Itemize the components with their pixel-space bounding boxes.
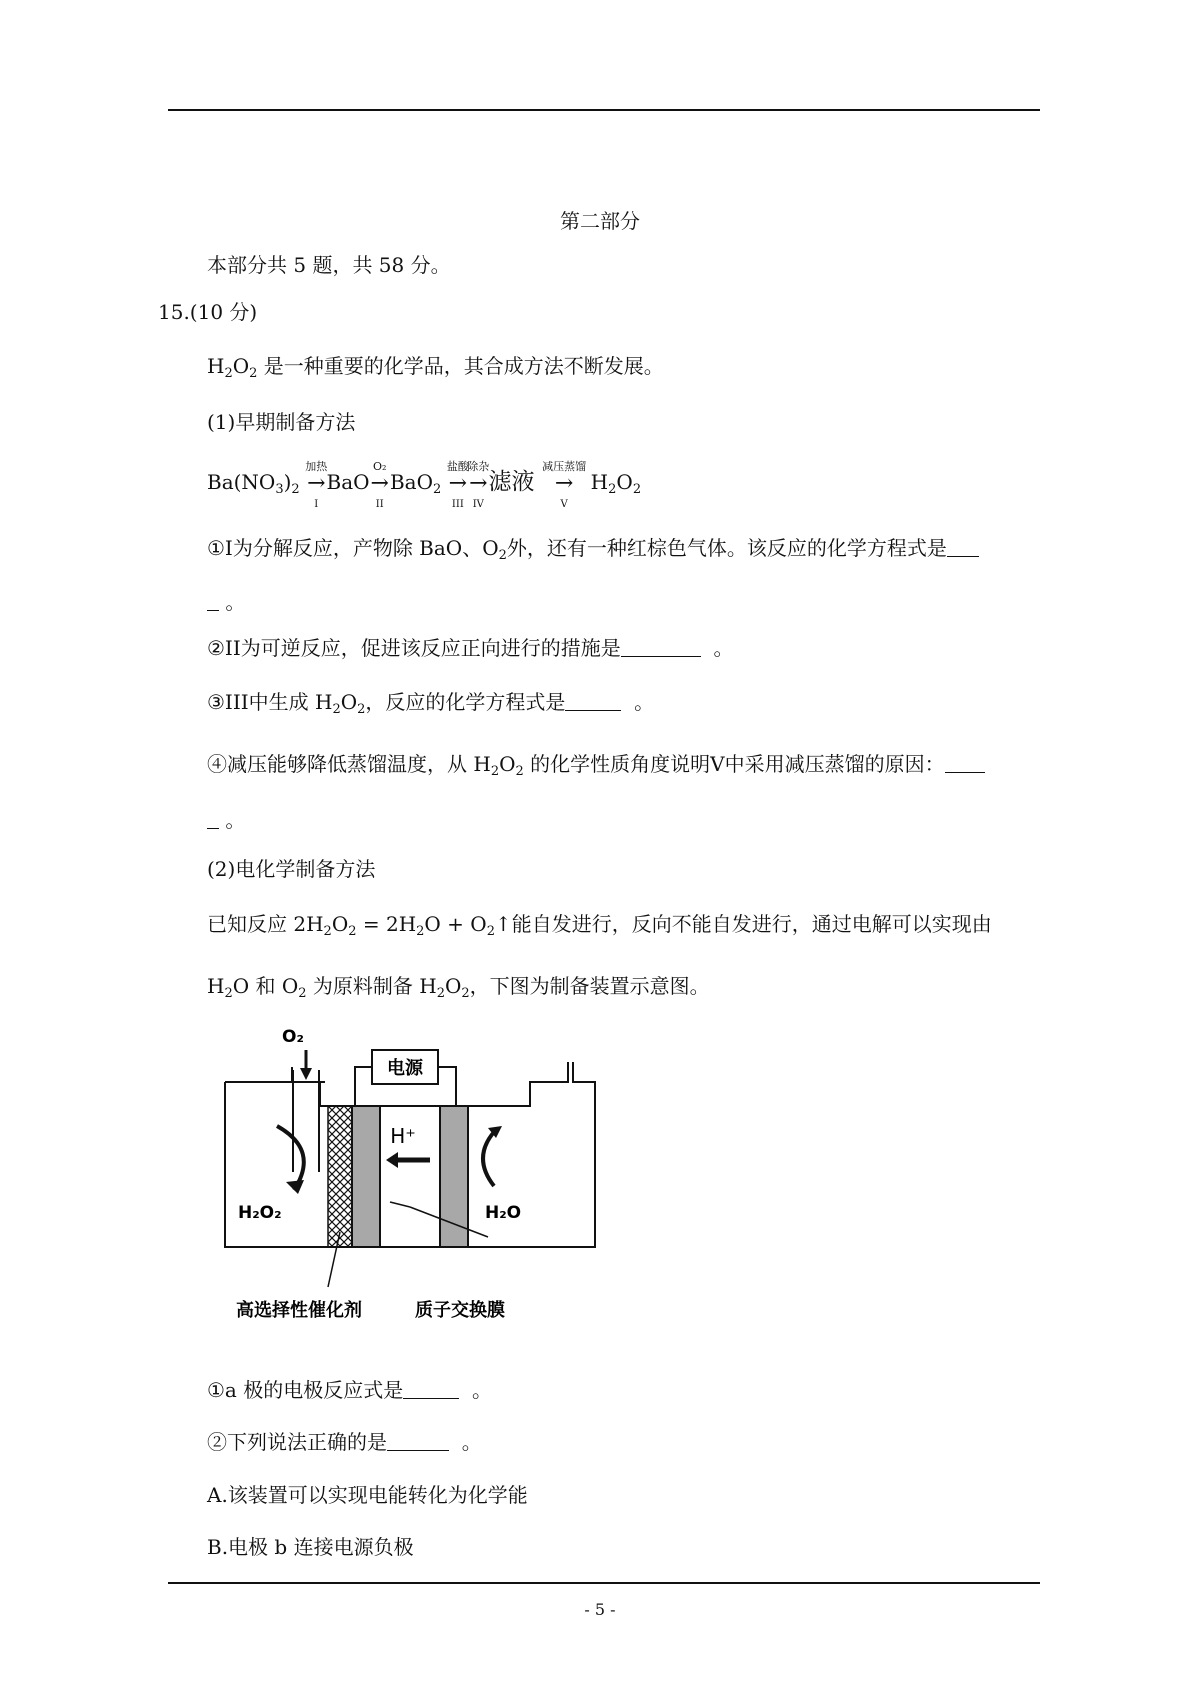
question-number: 15.(10 分) — [158, 300, 258, 324]
subq-4: ④减压能够降低蒸馏温度，从 $H_2O_2$ 的化学性质角度说明V中采用减压蒸馏的原因： — [207, 752, 985, 784]
option-b[interactable]: B.电极 b 连接电源负极 — [207, 1535, 414, 1559]
curved-arrow-left — [277, 1126, 304, 1190]
hplus-label: H⁺ — [390, 1124, 416, 1148]
answer-blank-3[interactable] — [565, 692, 621, 711]
o2-label: O₂ — [282, 1027, 304, 1047]
subq-3: ③III中生成 $H_2O_2$，反应的化学方程式是 。 — [207, 690, 655, 717]
h2o-label: H₂O — [485, 1203, 522, 1223]
answer-blank-2[interactable] — [621, 638, 701, 657]
subq-1-cont: 。 — [207, 590, 245, 614]
membrane-caption: 质子交换膜 — [415, 1300, 505, 1321]
wire-right — [438, 1067, 456, 1106]
part2-line-2: $H_2O$ 和 $O_2$ 为原料制备 $H_2O_2$，下图为制备装置示意图。 — [207, 974, 710, 1001]
arrow-step-5: 减压蒸馏 → V — [542, 460, 587, 510]
footer-rule — [168, 1582, 1040, 1584]
curved-arrow-right — [483, 1132, 494, 1186]
answer-blank-5[interactable] — [403, 1380, 459, 1399]
arrow-step-2: O₂ → II — [370, 460, 389, 510]
answer-blank-6[interactable] — [387, 1432, 449, 1451]
option-a[interactable]: A.该装置可以实现电能转化为化学能 — [207, 1483, 528, 1507]
catalyst-layer — [328, 1106, 352, 1247]
section-intro: 本部分共 5 题，共 58 分。 — [207, 253, 451, 277]
reaction-flow: $Ba(NO_3)_2$ 加热 → I BaO O₂ → II BaO$_2$ 盐酸 → III 除杂 → IV 滤液 减压蒸馏 → V $H_2O_2$ — [207, 460, 642, 510]
subq-4-cont: 。 — [207, 808, 245, 832]
electrolysis-diagram — [220, 1022, 600, 1352]
answer-blank-1[interactable] — [947, 538, 979, 557]
subq-2: ②II为可逆反应，促进该反应正向进行的措施是 。 — [207, 636, 734, 660]
catalyst-caption: 高选择性催化剂 — [236, 1300, 362, 1321]
section-title: 第二部分 — [560, 209, 640, 233]
arrow-step-3: 盐酸 → III — [446, 460, 469, 510]
part2-title: (2)电化学制备方法 — [207, 857, 376, 881]
electrode-b — [440, 1106, 468, 1247]
header-rule — [168, 109, 1040, 111]
answer-blank-1-cont[interactable] — [207, 592, 219, 611]
question-stem: $H_2O_2$ 是一种重要的化学品，其合成方法不断发展。 — [207, 354, 664, 381]
answer-blank-4[interactable] — [945, 754, 985, 773]
subq-5: ①a 极的电极反应式是 。 — [207, 1378, 492, 1402]
wire-left — [355, 1067, 372, 1106]
answer-blank-4-cont[interactable] — [207, 810, 219, 829]
subq-6: ②下列说法正确的是 。 — [207, 1430, 482, 1454]
arrow-step-1: 加热 → I — [305, 460, 328, 510]
electrode-a — [352, 1106, 380, 1247]
subq-1: ①I为分解反应，产物除 BaO、$O_2$外，还有一种红棕色气体。该反应的化学方程式是 — [207, 536, 979, 568]
part2-line-1: 已知反应 $2H_2O_2 = 2H_2O$ + $O_2↑$能自发进行，反向不能自发进行，通过电解可以实现由 — [207, 912, 992, 939]
part1-title: (1)早期制备方法 — [207, 410, 356, 434]
power-label: 电源 — [387, 1058, 423, 1079]
h2o2-label: H₂O₂ — [238, 1203, 282, 1223]
page-number: - 5 - — [584, 1600, 616, 1619]
arrow-step-4: 除杂 → IV — [467, 460, 490, 510]
